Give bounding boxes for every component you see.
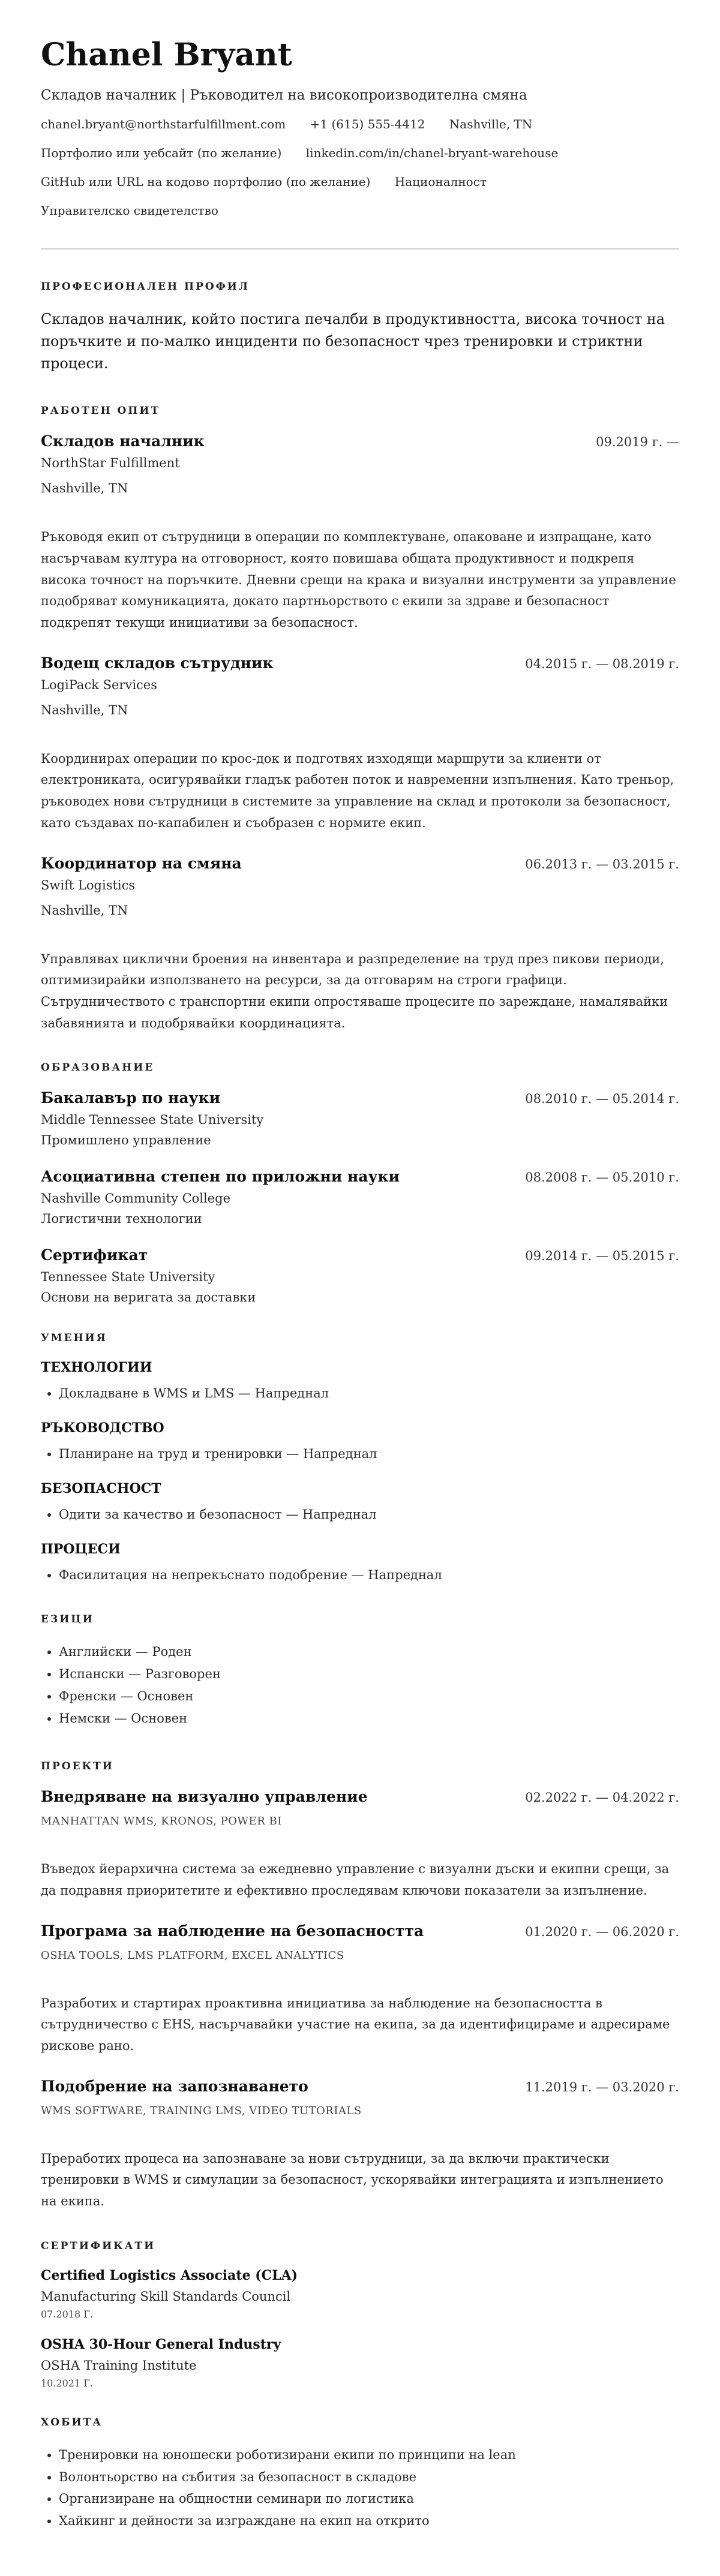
education-item [41,1246,679,1304]
study-field: Основи на веригата за доставки [41,1290,256,1305]
skill-list [41,1504,679,1526]
language-item: • Френски — Основен [59,1685,679,1708]
skill-group [41,1481,679,1526]
job-date: 06.2013 г. — 03.2015 г. [525,856,679,871]
job-description: Управлявах циклични броения на инвентара и разпределение на труд през пикови периоди, оптимизирайки използването на ресурси, за да отговарям на строги графици. Сътрудничеството с транспортни екипи опростяваше процесите по зареждане, намалявайки забавянията и подобрявайки координацията. [41,951,668,1030]
language-list [41,1641,679,1729]
study-field: Промишлено управление [41,1133,211,1148]
school-name: Nashville Community College [41,1191,231,1206]
experience-item [41,855,679,1035]
hobby-item: • Организиране на общностни семинари по логистика [59,2488,679,2510]
resume-header [41,37,679,218]
skill-item: • Докладване в WMS и LMS — Напреднал [59,1382,679,1405]
contact-row-3 [41,174,679,190]
project-description: Въведох йерархична система за ежедневно управление с визуални дъски и екипни срещи, за да подравня приоритетите и ефективно проследявам ключови показатели за изпълнение. [41,1862,670,1898]
skill-list [41,1443,679,1465]
languages-section-title: ЕЗИЦИ [41,1613,94,1626]
hobbies-section [41,2416,679,2532]
job-description: Ръководя екип от сътрудници в операции по комплектуване, опаковане и изпращане, като насърчавам култура на отговорност, която повишава общата продуктивност и подкрепя висока точност на поръчките. Дневни срещи на крака и визуални инструменти за управление подобряват комуникацията, докато партньорството с екипи за здраве и безопасност подкрепят текущи инициативи за безопасност. [41,530,676,630]
language-item: • Испански — Разговорен [59,1663,679,1685]
job-description: Координирах операции по крос-док и подготвях изходящи маршрути за клиенти от електрониката, осигурявайки гладък работен поток и навременни изпълнения. Като треньор, ръководех нови сътрудници в системите за управление на склад и протоколи за безопасност, като създавах по-капабилен и съобразен с нормите екип. [41,751,674,830]
experience-section [41,405,679,1034]
skill-list [41,1382,679,1405]
profile-section-title: ПРОФЕСИОНАЛЕН ПРОФИЛ [41,280,250,293]
job-company: LogiPack Services [41,677,158,692]
skill-group [41,1420,679,1465]
candidate-headline: Складов началник | Ръководител на високопроизводителна смяна [41,87,527,103]
hobby-item: • Тренировки на юношески роботизирани екипи по принципи на lean [59,2444,679,2466]
project-date: 02.2022 г. — 04.2022 г. [525,1790,679,1805]
projects-section-title: ПРОЕКТИ [41,1760,114,1773]
language-item: • Немски — Основен [59,1708,679,1730]
hobby-item: • Волонтьорство на събития за безопасност в складове [59,2466,679,2488]
certification-date: 07.2018 Г. [41,2308,93,2320]
project-tech: WMS SOFTWARE, TRAINING LMS, VIDEO TUTORIALS [41,2104,362,2117]
project-item [41,1922,679,2057]
github-link[interactable]: GitHub или URL на кодово портфолио (по желание) [41,174,371,189]
education-item [41,1168,679,1226]
certification-org: Manufacturing Skill Standards Council [41,2289,291,2304]
project-item [41,1788,679,1901]
certification-org: OSHA Training Institute [41,2358,197,2373]
degree-date: 08.2010 г. — 05.2014 г. [525,1092,679,1107]
skill-item: • Одити за качество и безопасност — Напреднал [59,1504,679,1526]
project-name: Внедряване на визуално управление [41,1788,368,1806]
skill-list [41,1564,679,1586]
job-title: Координатор на смяна [41,854,242,872]
degree-date: 08.2008 г. — 05.2010 г. [525,1170,679,1185]
project-name: Програма за наблюдение на безопасността [41,1922,424,1940]
job-date: 04.2015 г. — 08.2019 г. [525,656,679,671]
contact-row-1 [41,116,679,132]
job-date: 09.2019 г. — [596,435,679,450]
job-title: Складов началник [41,432,205,450]
job-company: Swift Logistics [41,877,136,892]
location-text: Nashville, TN [449,116,533,131]
experience-item [41,654,679,834]
profile-summary: Складов началник, който постига печалби в продуктивността, висока точност на поръчките и по-малко инциденти по безопасност чрез тренировки и стриктни процеси. [41,310,665,372]
education-section [41,1062,679,1304]
education-item [41,1089,679,1147]
skill-group-title: ТЕХНОЛОГИИ [41,1360,152,1376]
hobbies-section-title: ХОБИТА [41,2416,103,2428]
certification-item [41,2268,679,2320]
project-date: 11.2019 г. — 03.2020 г. [525,2079,679,2094]
job-company: NorthStar Fulfillment [41,456,180,471]
study-field: Логистични технологии [41,1212,202,1227]
job-location: Nashville, TN [41,481,128,496]
certification-date: 10.2021 Г. [41,2377,93,2389]
header-divider [41,248,679,250]
job-location: Nashville, TN [41,903,128,918]
project-item [41,2078,679,2213]
experience-section-title: РАБОТЕН ОПИТ [41,405,161,417]
job-location: Nashville, TN [41,702,128,717]
certification-name: Certified Logistics Associate (CLA) [41,2267,298,2283]
project-date: 01.2020 г. — 06.2020 г. [525,1924,679,1939]
hobby-item: • Хайкинг и дейности за изграждане на екип на открито [59,2510,679,2532]
project-name: Подобрение на запознаването [41,2077,308,2095]
phone-number: +1 (615) 555-4412 [310,116,425,131]
project-description: Преработих процеса на запознаване за нови сътрудници, за да включи практически тренировки в WMS и симулации за безопасност, ускорявайки интеграцията и изпълнението на екипа. [41,2151,664,2209]
skill-group [41,1541,679,1586]
profile-section [41,281,679,375]
skill-group [41,1360,679,1405]
job-title: Водещ складов сътрудник [41,654,274,672]
skills-section-title: УМЕНИЯ [41,1332,107,1345]
language-item: • Английски — Роден [59,1641,679,1663]
school-name: Middle Tennessee State University [41,1113,264,1128]
skill-group-title: БЕЗОПАСНОСТ [41,1480,161,1496]
linkedin-link[interactable]: linkedin.com/in/chanel-bryant-warehouse [305,145,559,160]
skills-section [41,1332,679,1586]
hobby-list [41,2444,679,2532]
education-section-title: ОБРАЗОВАНИЕ [41,1062,155,1074]
degree-title: Асоциативна степен по приложни науки [41,1168,400,1186]
portfolio-link[interactable]: Портфолио или уебсайт (по желание) [41,145,282,160]
skill-item: • Фасилитация на непрекъснато подобрение — Напреднал [59,1564,679,1586]
degree-date: 09.2014 г. — 05.2015 г. [525,1249,679,1264]
certifications-section [41,2240,679,2389]
license-text: Управителско свидетелство [41,203,218,218]
contact-row-2 [41,145,679,161]
nationality-text: Националност [394,174,487,189]
projects-section [41,1760,679,2213]
skill-group-title: ПРОЦЕСИ [41,1541,121,1557]
project-tech: OSHA TOOLS, LMS PLATFORM, EXCEL ANALYTICS [41,1949,344,1962]
skill-group-title: РЪКОВОДСТВО [41,1420,164,1436]
certification-item [41,2337,679,2389]
email-link[interactable]: chanel.bryant@northstarfulfillment.com [41,116,286,131]
certifications-section-title: СЕРТИФИКАТИ [41,2240,156,2252]
languages-section [41,1613,679,1729]
project-description: Разработих и стартирах проактивна инициатива за наблюдение на безопасността в сътрудничество с EHS, насърчавайки участие на екипа, за да идентифицираме и адресираме рискове рано. [41,1995,670,2054]
candidate-name: Chanel Bryant [41,37,292,73]
degree-title: Сертификат [41,1246,148,1264]
degree-title: Бакалавър по науки [41,1089,221,1107]
skill-item: • Планиране на труд и тренировки — Напреднал [59,1443,679,1465]
certification-name: OSHA 30-Hour General Industry [41,2336,281,2352]
experience-item [41,432,679,633]
school-name: Tennessee State University [41,1270,215,1285]
contact-row-4 [41,203,679,218]
project-tech: MANHATTAN WMS, KRONOS, POWER BI [41,1815,282,1828]
